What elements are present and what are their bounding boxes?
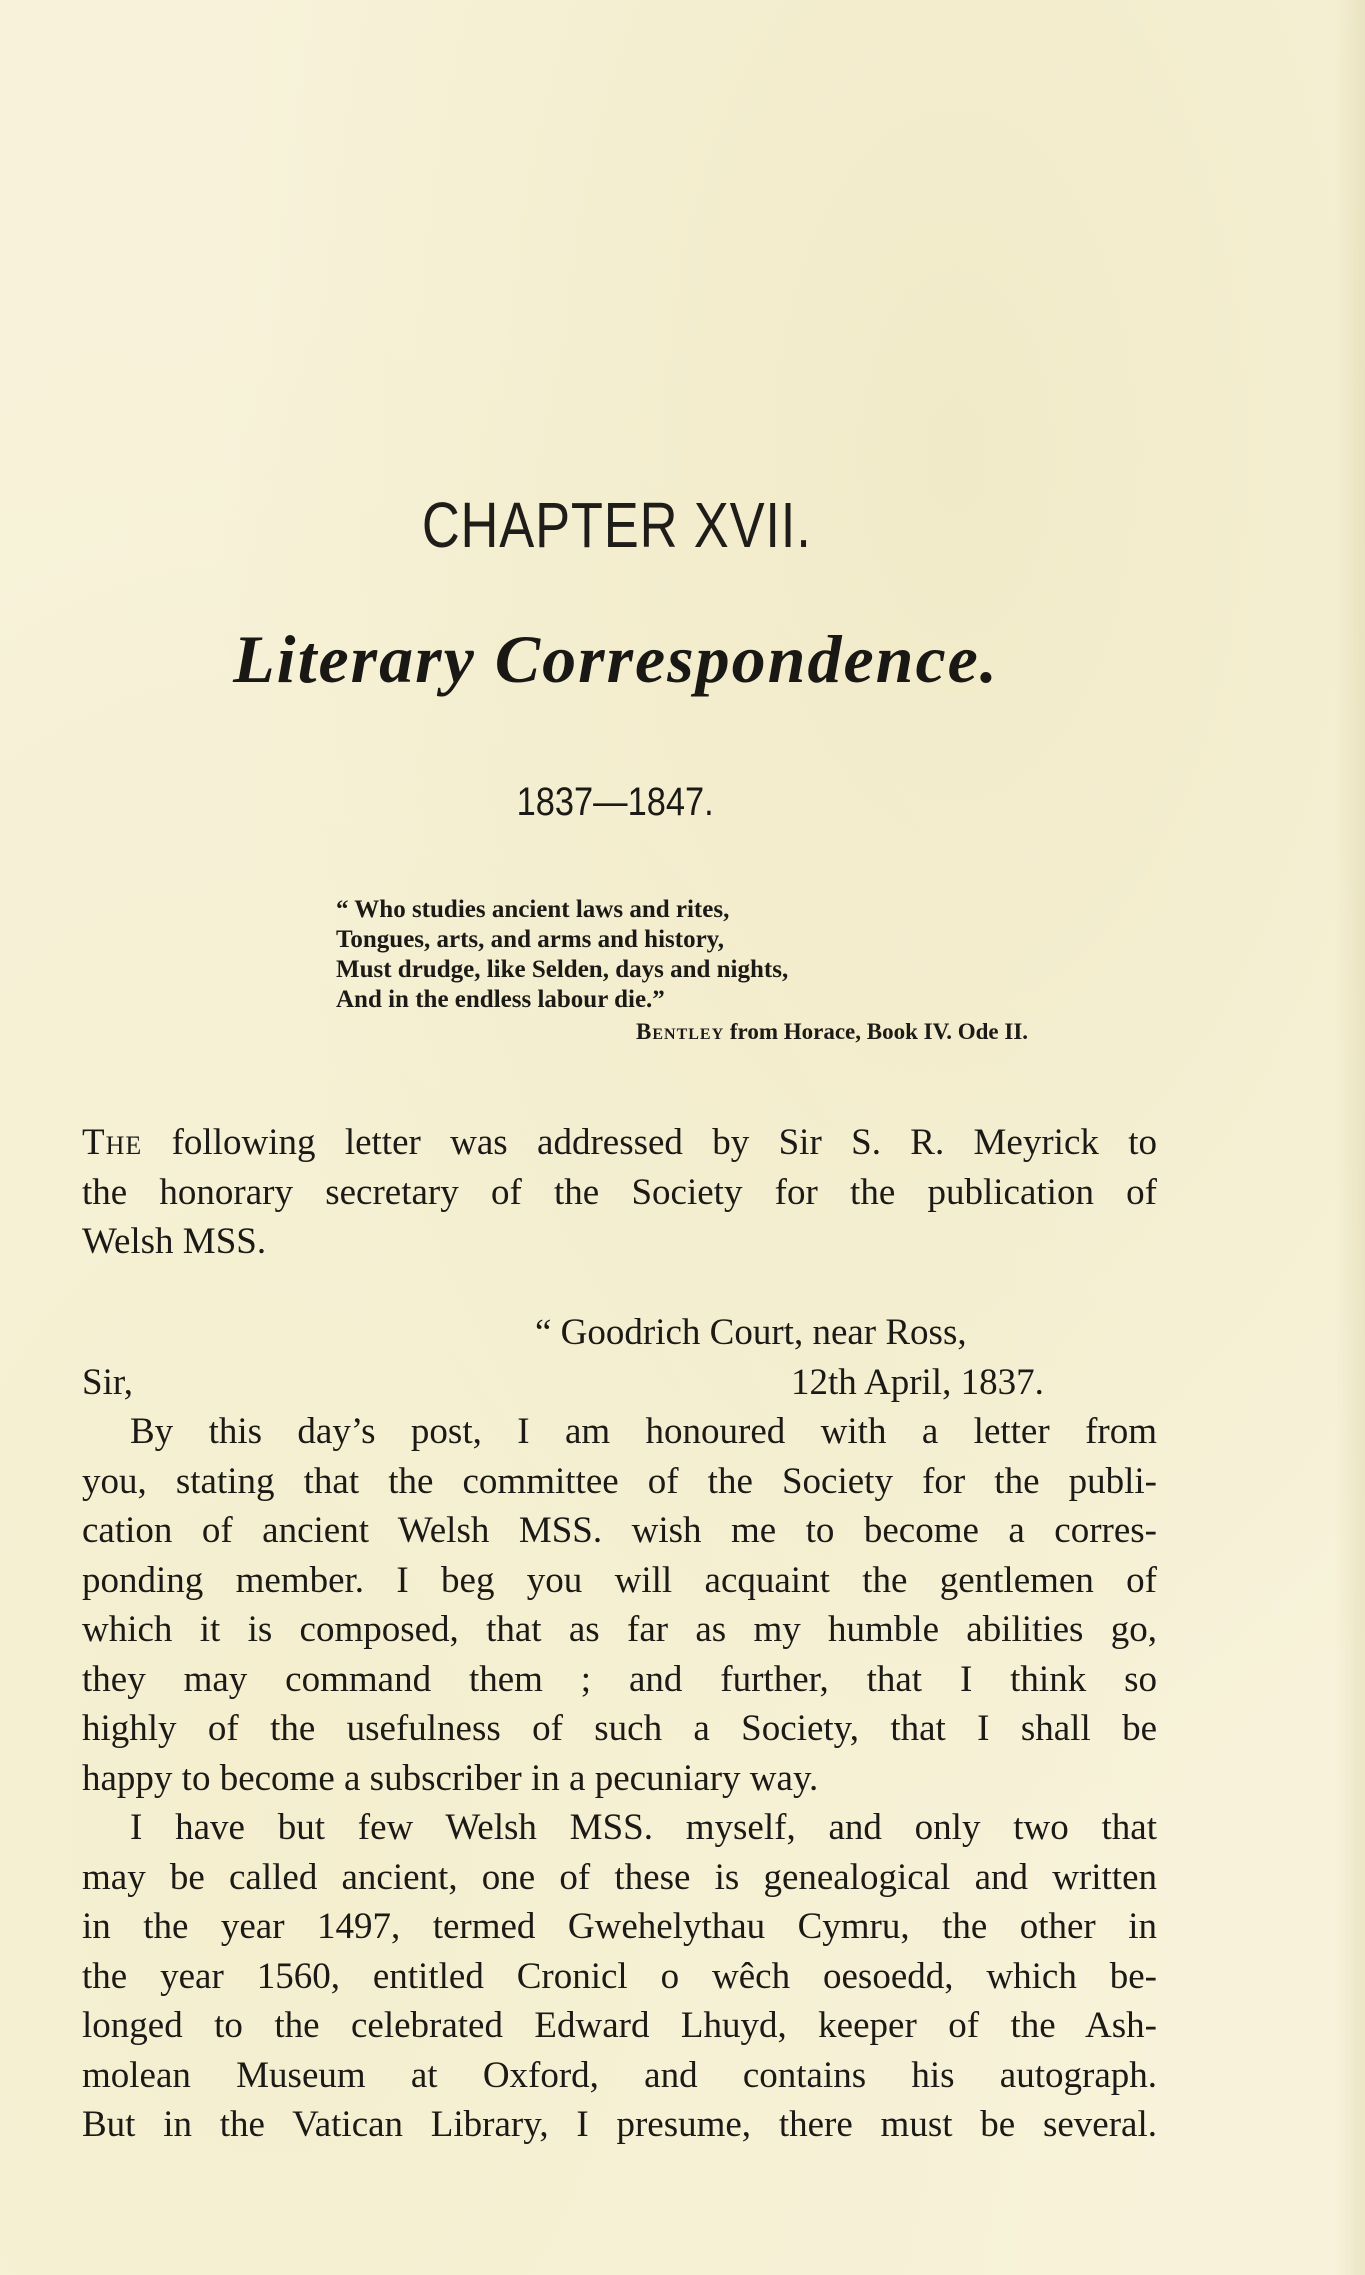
letter-line: cation of ancient Welsh MSS. wish me to become a corres- bbox=[82, 1510, 1157, 1551]
intro-line bbox=[82, 1118, 1157, 1168]
letter-address-row bbox=[82, 1308, 1157, 1358]
intro-line: Welsh MSS. bbox=[82, 1221, 267, 1262]
letter-line: highly of the usefulness of such a Society, that I shall be bbox=[82, 1708, 1157, 1749]
letter-salutation: Sir, bbox=[82, 1361, 133, 1403]
intro-line-text: following letter was addressed by Sir S. R. Meyrick to bbox=[142, 1122, 1157, 1163]
letter-line: molean Museum at Oxford, and contains his autograph. bbox=[82, 2054, 1157, 2096]
letter-date: 12th April, 1837. bbox=[791, 1361, 1044, 1403]
letter bbox=[82, 1308, 1157, 2150]
page-edge-shading bbox=[1335, 0, 1365, 2275]
date-range: 1837—1847. bbox=[516, 780, 714, 824]
intro-first-word: The bbox=[82, 1122, 143, 1163]
letter-line: longed to the celebrated Edward Lhuyd, keeper of the Ash- bbox=[82, 2005, 1157, 2046]
letter-line: may be called ancient, one of these is genealogical and written bbox=[82, 1856, 1157, 1898]
chapter-heading: CHAPTER XVII. bbox=[421, 489, 812, 561]
epigraph-line: And in the endless labour die.” bbox=[336, 986, 665, 1013]
intro-line: the honorary secretary of the Society for the publication of bbox=[82, 1171, 1157, 1213]
intro-paragraph bbox=[82, 1118, 1157, 1267]
epigraph-line: Must drudge, like Selden, days and nights, bbox=[336, 956, 789, 983]
letter-line: By this day’s post, I am honoured with a letter from bbox=[130, 1411, 1157, 1452]
letter-line: which it is composed, that as far as my humble abilities go, bbox=[82, 1609, 1157, 1650]
chapter-title: Literary Correspondence. bbox=[233, 621, 999, 697]
epigraph-line: “ Who studies ancient laws and rites, bbox=[336, 896, 730, 923]
letter-address: “ Goodrich Court, near Ross, bbox=[535, 1312, 967, 1353]
epigraph bbox=[336, 895, 1028, 1047]
letter-line: they may command them ; and further, that I think so bbox=[82, 1658, 1157, 1700]
attribution-source: from Horace, Book IV. Ode II. bbox=[724, 1019, 1029, 1044]
letter-line: in the year 1497, termed Gwehelythau Cymru, the other in bbox=[82, 1906, 1157, 1947]
epigraph-line: Tongues, arts, and arms and history, bbox=[336, 926, 725, 953]
letter-line: I have but few Welsh MSS. myself, and only two that bbox=[130, 1807, 1157, 1848]
epigraph-attribution bbox=[636, 1017, 1028, 1047]
letter-salutation-row bbox=[82, 1358, 1157, 1408]
letter-line: the year 1560, entitled Cronicl o wêch oesoedd, which be- bbox=[82, 1955, 1157, 1997]
letter-line: you, stating that the committee of the Society for the publi- bbox=[82, 1460, 1157, 1502]
attribution-author: Bentley bbox=[636, 1019, 725, 1044]
letter-line: ponding member. I beg you will acquaint the gentlemen of bbox=[82, 1559, 1157, 1601]
letter-line: happy to become a subscriber in a pecuniary way. bbox=[82, 1757, 819, 1799]
letter-line: But in the Vatican Library, I presume, there must be several. bbox=[82, 2104, 1157, 2145]
